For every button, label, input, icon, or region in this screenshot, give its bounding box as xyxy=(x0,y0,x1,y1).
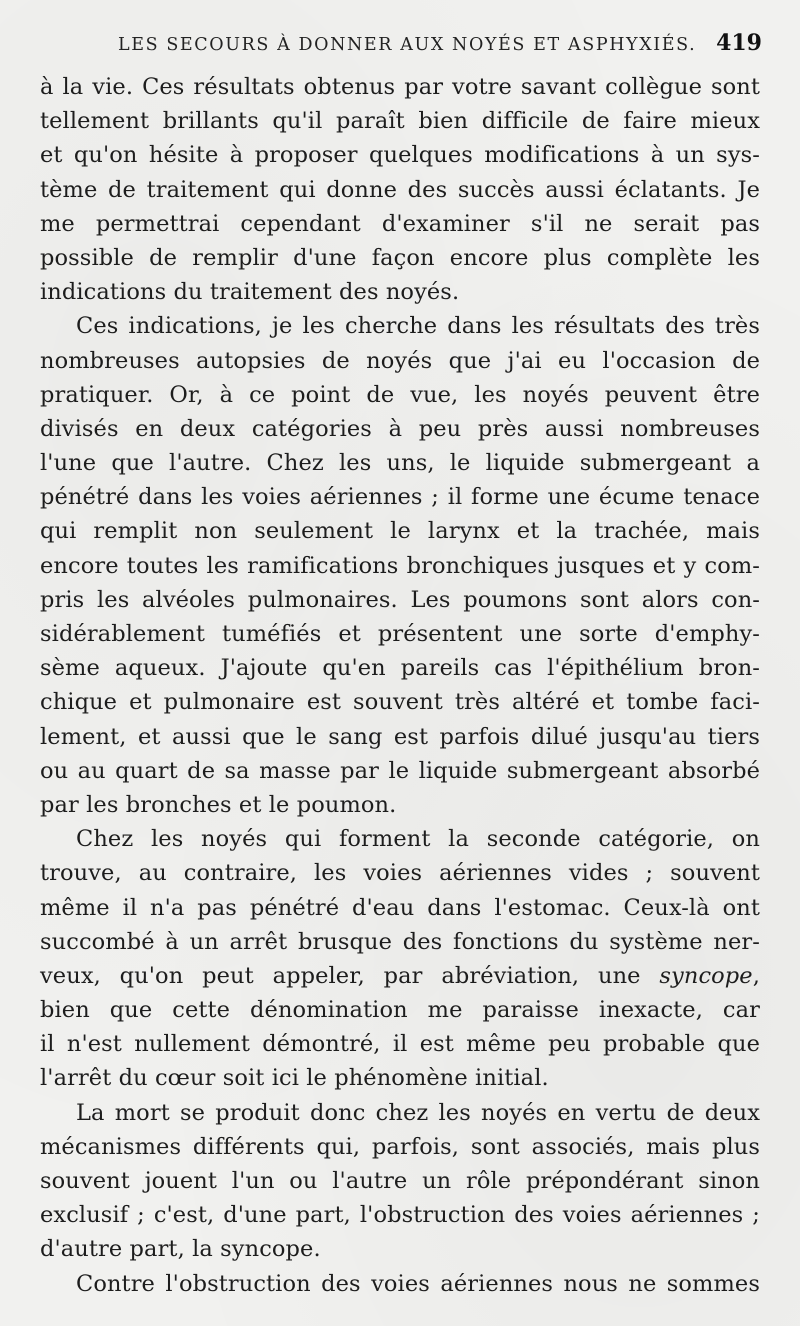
text-line: divisés en deux catégories à peu près aussi nombreuses xyxy=(40,415,760,442)
paragraph xyxy=(40,1096,760,1267)
text-line: même il n'a pas pénétré d'eau dans l'estomac. Ceux-là ont xyxy=(40,894,760,921)
text-line: succombé à un arrêt brusque des fonctions du système ner- xyxy=(40,928,760,955)
text-line: me permettrai cependant d'examiner s'il ne serait pas xyxy=(40,210,760,237)
text-line: à la vie. Ces résultats obtenus par votre savant collègue sont xyxy=(40,74,760,100)
text-line: pénétré dans les voies aériennes ; il forme une écume tenace xyxy=(40,484,760,511)
text-line: et qu'on hésite à proposer quelques modifications à un sys- xyxy=(40,142,760,169)
text-segment: veux, qu'on peut appeler, par abréviation, une xyxy=(40,962,660,989)
text-line: l'arrêt du cœur soit ici le phénomène initial. xyxy=(40,1065,549,1092)
paragraph xyxy=(40,309,760,822)
italic-term: syncope xyxy=(659,962,753,989)
text-line: sidérablement tuméfiés et présentent une sorte d'emphy- xyxy=(40,621,760,647)
text-line: bien que cette dénomination me paraisse inexacte, car xyxy=(40,997,760,1024)
text-line: d'autre part, la syncope. xyxy=(40,1236,321,1263)
text-line: exclusif ; c'est, d'une part, l'obstruction des voies aériennes ; xyxy=(40,1202,760,1229)
text-line: sème aqueux. J'ajoute qu'en pareils cas l'épithélium bron- xyxy=(40,655,760,682)
text-line-with-italic xyxy=(40,959,760,993)
text-line: mécanismes différents qui, parfois, sont associés, mais plus xyxy=(40,1133,760,1160)
text-line: par les bronches et le poumon. xyxy=(40,791,397,818)
text-line: Chez les noyés qui forment la seconde catégorie, on xyxy=(76,826,760,853)
text-line: chique et pulmonaire est souvent très altéré et tombe faci- xyxy=(40,689,760,716)
text-line: indications du traitement des noyés. xyxy=(40,279,460,306)
text-line: souvent jouent l'un ou l'autre un rôle prépondérant sinon xyxy=(40,1168,760,1194)
body-text xyxy=(40,70,760,1301)
paragraph xyxy=(40,70,760,309)
text-line: pratiquer. Or, à ce point de vue, les noyés peuvent être xyxy=(40,381,760,408)
text-line: La mort se produit donc chez les noyés en vertu de deux xyxy=(76,1099,760,1126)
text-line: qui remplit non seulement le larynx et la trachée, mais xyxy=(40,518,760,545)
paragraph xyxy=(40,1267,760,1301)
page-number: 419 xyxy=(716,30,762,56)
text-line: pris les alvéoles pulmonaires. Les poumons sont alors con- xyxy=(40,586,760,613)
text-line: lement, et aussi que le sang est parfois dilué jusqu'au tiers xyxy=(40,723,760,750)
text-line: Ces indications, je les cherche dans les résultats des très xyxy=(76,313,760,340)
text-line: tellement brillants qu'il paraît bien difficile de faire mieux xyxy=(40,108,760,135)
paragraph xyxy=(40,822,760,1096)
text-line: trouve, au contraire, les voies aériennes vides ; souvent xyxy=(40,860,760,887)
text-segment: , xyxy=(752,962,760,989)
text-line: encore toutes les ramifications bronchiques jusques et y com- xyxy=(40,552,760,579)
text-line: l'une que l'autre. Chez les uns, le liquide submergeant a xyxy=(40,450,760,477)
running-head xyxy=(118,30,762,62)
text-line: il n'est nullement démontré, il est même peu probable que xyxy=(40,1031,760,1058)
text-line: Contre l'obstruction des voies aériennes nous ne sommes xyxy=(76,1270,760,1297)
text-line: nombreuses autopsies de noyés que j'ai eu l'occasion de xyxy=(40,347,760,374)
running-title: LES SECOURS À DONNER AUX NOYÉS ET ASPHYXIÉS. xyxy=(118,35,697,55)
text-line: tème de traitement qui donne des succès aussi éclatants. Je xyxy=(40,176,760,203)
text-line: possible de remplir d'une façon encore plus complète les xyxy=(40,244,760,271)
text-line: ou au quart de sa masse par le liquide submergeant absorbé xyxy=(40,757,760,784)
